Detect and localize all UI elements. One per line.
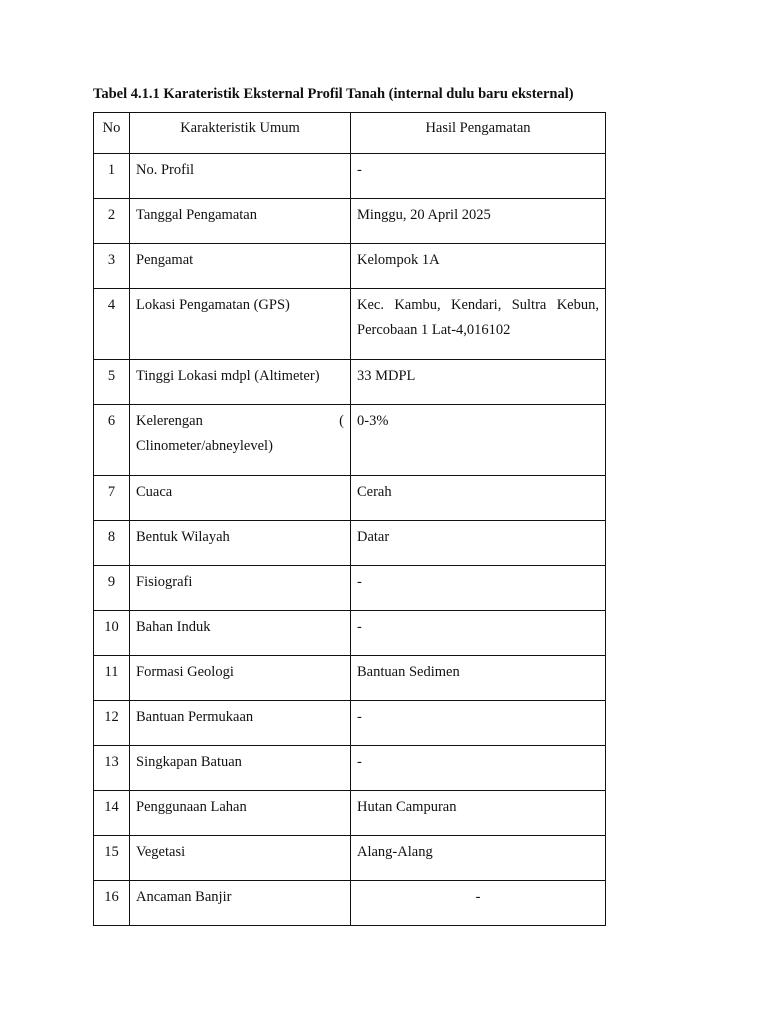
row-hasil: 33 MDPL bbox=[351, 360, 606, 405]
row-karakteristik: Tanggal Pengamatan bbox=[130, 199, 351, 244]
table-row bbox=[94, 836, 606, 881]
table-caption: Tabel 4.1.1 Karateristik Eksternal Profil Tanah (internal dulu baru eksternal) bbox=[93, 86, 574, 102]
row-no: 1 bbox=[94, 154, 130, 199]
row-hasil: - bbox=[351, 566, 606, 611]
row-karakteristik: Cuaca bbox=[130, 476, 351, 521]
row-karakteristik: Lokasi Pengamatan (GPS) bbox=[130, 289, 351, 360]
row-hasil: Alang-Alang bbox=[351, 836, 606, 881]
row-karakteristik: No. Profil bbox=[130, 154, 351, 199]
table-row bbox=[94, 701, 606, 746]
table-row bbox=[94, 791, 606, 836]
row-no: 5 bbox=[94, 360, 130, 405]
row-hasil: Minggu, 20 April 2025 bbox=[351, 199, 606, 244]
row-no: 16 bbox=[94, 881, 130, 926]
row-hasil: Datar bbox=[351, 521, 606, 566]
row-no: 3 bbox=[94, 244, 130, 289]
table-row bbox=[94, 521, 606, 566]
row-hasil: Kelompok 1A bbox=[351, 244, 606, 289]
row-hasil: - bbox=[351, 881, 606, 926]
table-header-row bbox=[94, 113, 606, 154]
row-karakteristik: Vegetasi bbox=[130, 836, 351, 881]
table-row bbox=[94, 476, 606, 521]
row-hasil: - bbox=[351, 701, 606, 746]
table-row bbox=[94, 746, 606, 791]
table-row bbox=[94, 289, 606, 360]
row-no: 10 bbox=[94, 611, 130, 656]
row-hasil: - bbox=[351, 746, 606, 791]
header-karakteristik: Karakteristik Umum bbox=[130, 113, 351, 154]
row-no: 8 bbox=[94, 521, 130, 566]
table-row bbox=[94, 405, 606, 476]
row-hasil: Cerah bbox=[351, 476, 606, 521]
row-karakteristik: Bahan Induk bbox=[130, 611, 351, 656]
row-karakteristik: Penggunaan Lahan bbox=[130, 791, 351, 836]
row-no: 9 bbox=[94, 566, 130, 611]
table-row bbox=[94, 244, 606, 289]
table-row bbox=[94, 881, 606, 926]
table-row bbox=[94, 154, 606, 199]
row-no: 12 bbox=[94, 701, 130, 746]
header-hasil: Hasil Pengamatan bbox=[351, 113, 606, 154]
table-row bbox=[94, 199, 606, 244]
row-karakteristik: Pengamat bbox=[130, 244, 351, 289]
header-no: No bbox=[94, 113, 130, 154]
table-row bbox=[94, 611, 606, 656]
table-row bbox=[94, 360, 606, 405]
row-karakteristik: Bentuk Wilayah bbox=[130, 521, 351, 566]
row-no: 13 bbox=[94, 746, 130, 791]
row-no: 2 bbox=[94, 199, 130, 244]
row-karakteristik bbox=[130, 405, 351, 476]
row-hasil: Bantuan Sedimen bbox=[351, 656, 606, 701]
row-no: 15 bbox=[94, 836, 130, 881]
row-karakteristik: Tinggi Lokasi mdpl (Altimeter) bbox=[130, 360, 351, 405]
row-karakteristik-paren: ( bbox=[339, 413, 344, 429]
row-no: 6 bbox=[94, 405, 130, 476]
row-hasil: - bbox=[351, 154, 606, 199]
row-karakteristik-label: Kelerengan bbox=[136, 413, 203, 429]
row-no: 4 bbox=[94, 289, 130, 360]
row-karakteristik: Singkapan Batuan bbox=[130, 746, 351, 791]
row-karakteristik: Fisiografi bbox=[130, 566, 351, 611]
row-hasil: Hutan Campuran bbox=[351, 791, 606, 836]
row-karakteristik: Bantuan Permukaan bbox=[130, 701, 351, 746]
row-no: 11 bbox=[94, 656, 130, 701]
row-karakteristik: Formasi Geologi bbox=[130, 656, 351, 701]
row-no: 14 bbox=[94, 791, 130, 836]
soil-profile-table bbox=[93, 112, 606, 926]
table-row bbox=[94, 566, 606, 611]
table-row bbox=[94, 656, 606, 701]
row-karakteristik: Ancaman Banjir bbox=[130, 881, 351, 926]
row-hasil: - bbox=[351, 611, 606, 656]
row-no: 7 bbox=[94, 476, 130, 521]
row-karakteristik-detail: Clinometer/abneylevel) bbox=[136, 438, 273, 454]
row-hasil: Kec. Kambu, Kendari, Sultra Kebun, Percobaan 1 Lat-4,016102 bbox=[351, 289, 606, 360]
row-hasil: 0-3% bbox=[351, 405, 606, 476]
